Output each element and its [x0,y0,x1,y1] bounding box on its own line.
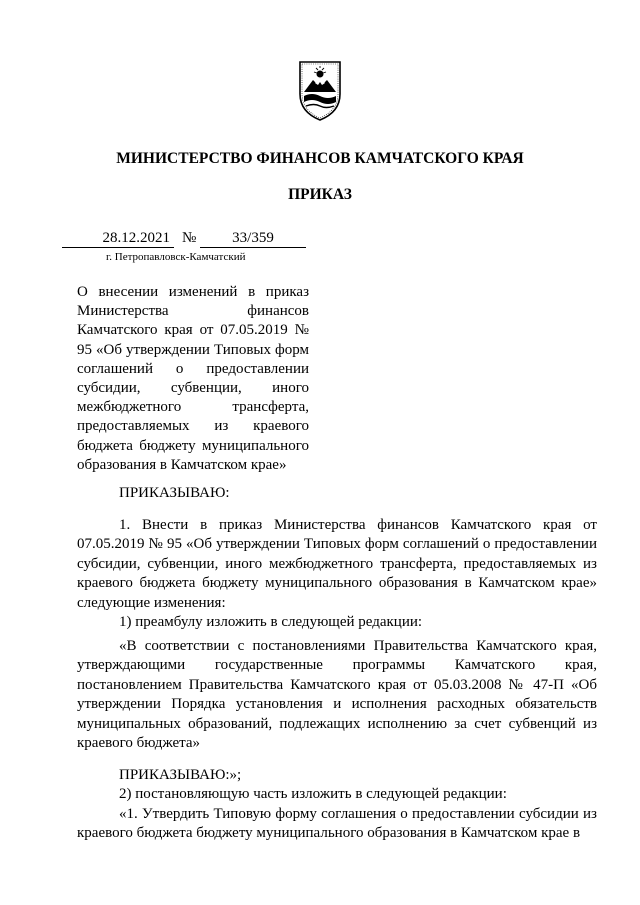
document-subject: О внесении изменений в приказ Министерства финансов Камчатского края от 07.05.2019 № 95 «Об утверждении Типовых форм соглашений о предоставлении субсидии, субвенции, иного межбюджетного трансферта, предоставляемых из краевого бюджета бюджету муниципального образования в Камчатском крае» [77,284,309,473]
document-type-title: ПРИКАЗ [288,186,352,203]
number-sign: № [182,230,197,246]
coat-of-arms-icon [296,58,344,122]
paragraph-6: «1. Утвердить Типовую форму соглашения о предоставлении субсидии из краевого бюджета бюджету муниципального образования в Камчатском крае в [77,805,597,841]
paragraph-3: «В соответствии с постановлениями Правительства Камчатского края, утверждающими государственные программы Камчатского края, постановлением Правительства Камчатского края от 05.03.2008 № 47-П «Об утверждении Порядка установления и исполнения расходных обязательств муниципальных образований, подлежащих исполнению за счет субвенций из краевого бюджета» [77,637,597,751]
paragraph-1: 1. Внести в приказ Министерства финансов Камчатского края от 07.05.2019 № 95 «Об утверждении Типовых форм соглашений о предоставлении субсидии, субвенции, иного межбюджетного трансферта, предоставляемых из краевого бюджета бюджету муниципального образования в Камчатском крае» следующие изменения: [77,516,597,611]
document-body [77,484,597,844]
order-directive: ПРИКАЗЫВАЮ: [119,485,230,501]
document-number: 33/359 [200,230,306,248]
paragraph-4: ПРИКАЗЫВАЮ:»; [119,766,242,783]
city-label: г. Петропавловск-Камчатский [106,251,246,263]
paragraph-5: 2) постановляющую часть изложить в следующей редакции: [119,786,507,802]
document-date: 28.12.2021 [62,230,174,248]
ministry-title: МИНИСТЕРСТВО ФИНАНСОВ КАМЧАТСКОГО КРАЯ [116,150,524,167]
paragraph-2: 1) преамбулу изложить в следующей редакции: [119,614,423,630]
